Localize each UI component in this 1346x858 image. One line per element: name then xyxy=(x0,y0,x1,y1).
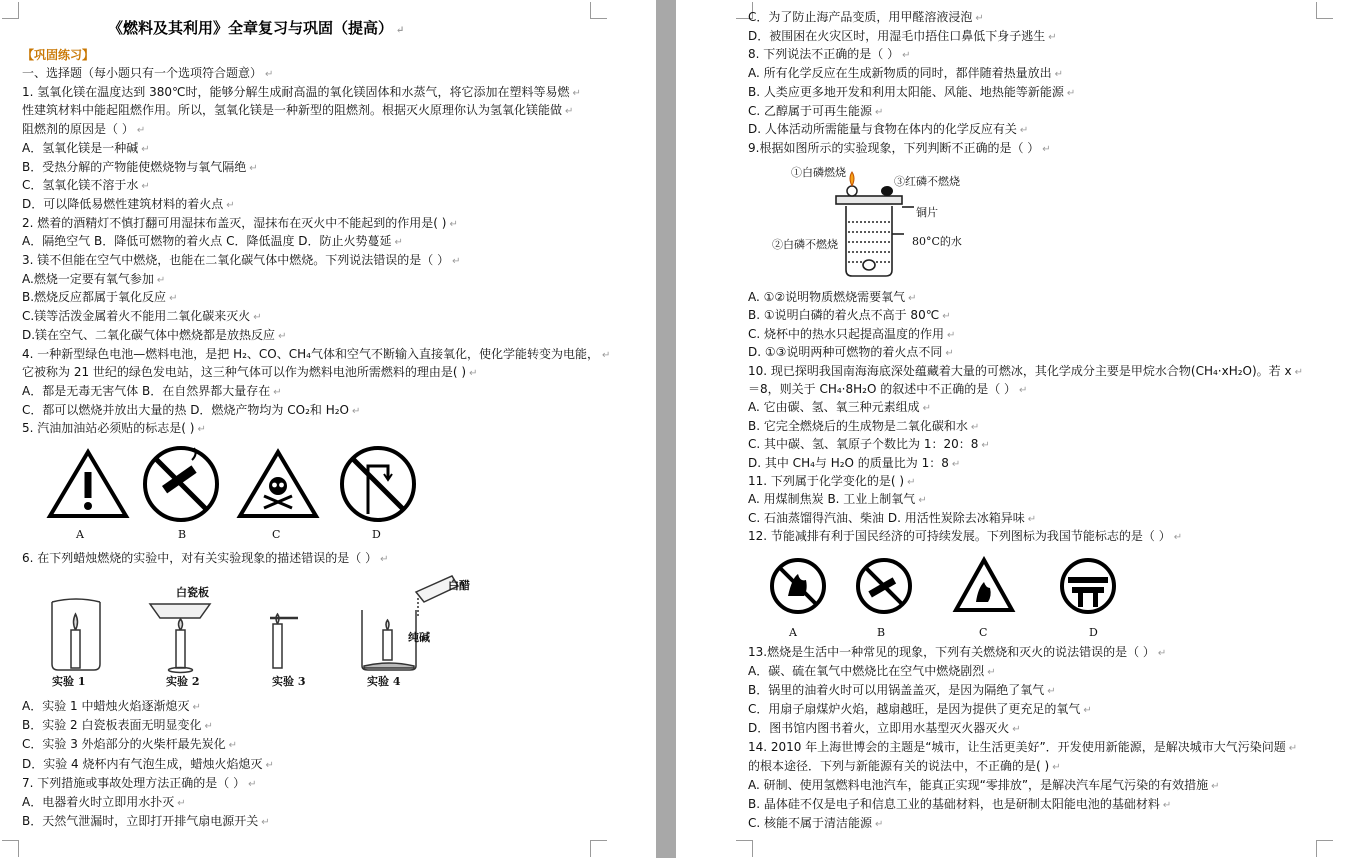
text-line-content: A.燃烧一定要有氧气参加 xyxy=(22,271,154,286)
text-line xyxy=(22,178,150,194)
text-line xyxy=(748,683,1056,699)
paragraph-mark-icon: ↵ xyxy=(1288,743,1298,754)
text-line-content: D．可以降低易燃性建筑材料的着火点 xyxy=(22,196,224,211)
section-heading: 【巩固练习】 xyxy=(22,48,95,62)
paragraph-mark-icon: ↵ xyxy=(449,218,458,230)
paragraph-mark-icon: ↵ xyxy=(1048,31,1057,43)
text-line xyxy=(22,122,145,138)
experiment-1-icon xyxy=(52,599,100,670)
paragraph-mark-icon: ↵ xyxy=(1052,762,1061,773)
text-line xyxy=(22,234,403,250)
q6-stem: 6. 在下列蜡烛燃烧的实验中，对有关实验现象的描述错误的是（ ） ↵ xyxy=(22,551,389,565)
no-fueling-sign-icon xyxy=(342,448,414,520)
text-line xyxy=(748,345,954,361)
corner-mark xyxy=(2,840,19,857)
q9-label-white-burn: ①白磷燃烧 xyxy=(791,166,846,179)
q6-label-chunjian: 纯碱 xyxy=(408,631,430,644)
text-line xyxy=(22,421,206,437)
paragraph-mark-icon: ↵ xyxy=(1211,781,1220,792)
paragraph-mark-icon: ↵ xyxy=(1157,648,1167,659)
corner-mark xyxy=(1316,840,1333,857)
flame-icon xyxy=(850,172,854,186)
q5-label-a: A xyxy=(76,528,84,541)
energy-saving-sign-icon xyxy=(1062,560,1114,612)
q9-label-red-noburn: ③红磷不燃烧 xyxy=(894,175,960,188)
text-line xyxy=(748,364,1303,380)
paragraph-mark-icon: ↵ xyxy=(975,13,984,24)
document-page-right xyxy=(676,0,1346,858)
corner-mark xyxy=(736,840,753,857)
paragraph-mark-icon: ↵ xyxy=(192,702,201,713)
q6-label-baici: 白瓷板 xyxy=(176,586,209,599)
text-line xyxy=(22,328,286,344)
paragraph-mark-icon: ↵ xyxy=(981,440,990,452)
text-line-content: C．为了防止海产品变质，用甲醛溶液浸泡 xyxy=(748,10,973,24)
text-line xyxy=(748,740,1297,756)
paragraph-mark-icon: ↵ xyxy=(907,477,916,488)
paragraph-mark-icon: ↵ xyxy=(945,348,954,360)
text-line xyxy=(22,795,186,811)
text-line xyxy=(22,66,273,82)
text-line-content: C. 烧杯中的热水只起提高温度的作用 xyxy=(748,326,945,341)
experiment-2-icon xyxy=(150,604,210,673)
paragraph-mark-icon: ↵ xyxy=(278,330,287,342)
text-line-content: A．都是无毒无害气体 B．在自然界都大量存在 xyxy=(22,383,271,398)
text-line-content: B. 晶体硅不仅是电子和信息工业的基础材料，也是研制太阳能电池的基础材料 xyxy=(748,797,1160,811)
text-line xyxy=(22,272,165,288)
paragraph-mark-icon: ↵ xyxy=(1173,532,1183,544)
text-line-content: C．都可以燃烧并放出大量的热 D．燃烧产物均为 CO₂和 H₂O xyxy=(22,402,349,417)
paragraph-mark-icon: ↵ xyxy=(169,293,178,305)
text-line xyxy=(748,419,979,435)
text-line xyxy=(748,85,1075,101)
text-line xyxy=(748,66,1063,82)
paragraph-mark-icon: ↵ xyxy=(875,819,884,830)
paragraph-mark-icon: ↵ xyxy=(951,458,961,470)
text-line-content: 3. 镁不但能在空气中燃烧，也能在二氧化碳气体中燃烧。下列说法错误的是（ ） xyxy=(22,253,450,267)
text-line xyxy=(22,290,177,306)
q6-label-exp4: 实验 4 xyxy=(367,675,401,688)
text-line xyxy=(22,718,213,734)
paragraph-mark-icon: ↵ xyxy=(1083,705,1092,716)
text-line-content: A. 研制、使用氢燃料电池汽车，能真正实现“零排放”，是解决汽车尾气污染的有效措施 xyxy=(748,778,1209,792)
paragraph-mark-icon: ↵ xyxy=(942,311,951,323)
q5-label-b: B xyxy=(178,528,187,541)
paragraph-mark-icon: ↵ xyxy=(177,798,186,809)
text-line-content: A．隔绝空气 B．降低可燃物的着火点 C．降低温度 D．防止火势蔓延 xyxy=(22,234,392,249)
paragraph-mark-icon: ↵ xyxy=(351,405,361,417)
page-gap xyxy=(656,0,676,858)
q12-label-a: A xyxy=(789,626,797,639)
paragraph-mark-icon: ↵ xyxy=(197,424,206,436)
paragraph-mark-icon: ↵ xyxy=(1012,724,1021,735)
paragraph-mark-icon: ↵ xyxy=(1066,87,1076,99)
text-line xyxy=(22,141,150,157)
text-line xyxy=(748,382,1027,398)
text-line xyxy=(22,309,262,325)
text-line xyxy=(748,797,1171,813)
paragraph-mark-icon: ↵ xyxy=(249,162,258,174)
text-line-content: 9.根据如图所示的实验现象，下列判断不正确的是（ ） xyxy=(748,140,1040,155)
paragraph-mark-icon: ↵ xyxy=(1162,800,1172,811)
text-line xyxy=(22,699,201,715)
text-line-content: D. 其中 CH₄与 H₂O 的质量比为 1：8 xyxy=(748,455,949,470)
corner-mark xyxy=(2,2,19,19)
paragraph-mark-icon: ↵ xyxy=(875,106,884,118)
text-line-content: A. ①②说明物质燃烧需要氧气 xyxy=(748,290,906,304)
text-line xyxy=(22,737,237,753)
text-line-content: B．受热分解的产物能使燃烧物与氧气隔绝 xyxy=(22,159,247,174)
text-line xyxy=(748,645,1166,661)
text-line-content: A．实验 1 中蜡烛火焰逐渐熄灭 xyxy=(22,699,190,713)
text-line xyxy=(748,104,883,120)
text-line-content: B. 人类应更多地开发和利用太阳能、风能、地热能等新能源 xyxy=(748,84,1064,99)
q9-label-water: 80°C的水 xyxy=(912,235,962,248)
text-line-content: A. 用煤制焦炭 B. 工业上制氧气 xyxy=(748,492,916,507)
text-line-content: D．实验 4 烧杯内有气泡生成，蜡烛火焰熄灭 xyxy=(22,756,263,771)
paragraph-mark-icon: ↵ xyxy=(908,293,917,304)
text-line-content: 13.燃烧是生活中一种常见的现象，下列有关燃烧和灭火的说法错误的是（ ） xyxy=(748,645,1155,659)
text-line xyxy=(748,141,1051,157)
text-line-content: C. 乙醇属于可再生能源 xyxy=(748,103,873,118)
paragraph-mark-icon: ↵ xyxy=(253,312,262,324)
red-phosphorus-icon xyxy=(881,186,893,196)
corner-mark xyxy=(590,2,607,19)
paragraph-mark-icon: ↵ xyxy=(1054,69,1064,81)
q5-label-d: D xyxy=(372,528,381,541)
text-line-content: 12. 节能减排有利于国民经济的可持续发展。下列图标为我国节能标志的是（ ） xyxy=(748,529,1171,544)
text-line xyxy=(748,778,1219,794)
text-line xyxy=(748,122,1028,138)
q12-signs-figure xyxy=(766,556,1146,618)
text-line xyxy=(748,308,951,324)
paragraph-mark-icon: ↵ xyxy=(273,386,282,398)
text-line-content: D. ①③说明两种可燃物的着火点不同 xyxy=(748,345,943,360)
paragraph-mark-icon: ↵ xyxy=(572,87,581,99)
paragraph-mark-icon: ↵ xyxy=(1042,143,1051,155)
text-line-content: C. 其中碳、氢、氧原子个数比为 1：20：8 xyxy=(748,437,979,452)
text-line-content: 8. 下列说法不正确的是（ ） xyxy=(748,47,900,62)
text-line xyxy=(22,253,460,269)
text-line-content: 性建筑材料中能起阻燃作用。所以，氢氧化镁是一种新型的阻燃剂。根据灭火原理你认为氢氧化镁能做 xyxy=(22,103,563,118)
text-line xyxy=(748,400,931,416)
paragraph-mark-icon: ↵ xyxy=(1019,125,1029,137)
warning-sign-icon xyxy=(50,452,126,516)
paragraph-mark-icon: ↵ xyxy=(970,421,980,433)
document-title: 《燃料及其利用》全章复习与巩固（提高） ↵ xyxy=(108,19,405,37)
text-line-content: 11. 下列属于化学变化的是( ) xyxy=(748,474,905,488)
text-line xyxy=(748,47,910,63)
paragraph-mark-icon: ↵ xyxy=(136,125,146,137)
paragraph-mark-icon: ↵ xyxy=(452,256,461,267)
q9-label-copper: 铜片 xyxy=(916,206,938,219)
text-line xyxy=(748,511,1036,527)
paragraph-mark-icon: ↵ xyxy=(265,759,274,771)
text-line xyxy=(748,290,917,306)
text-line xyxy=(748,759,1061,775)
paragraph-mark-icon: ↵ xyxy=(922,403,932,415)
white-phosphorus-icon xyxy=(847,186,857,196)
q6-label-exp3: 实验 3 xyxy=(272,675,306,688)
text-line xyxy=(748,664,996,680)
no-burning-sign-icon xyxy=(772,560,824,612)
paragraph-mark-icon: ↵ xyxy=(1294,366,1303,378)
text-line xyxy=(748,456,960,472)
q6-label-exp2: 实验 2 xyxy=(166,675,200,688)
text-line xyxy=(22,403,360,419)
text-line-content: 阻燃剂的原因是（ ） xyxy=(22,122,134,137)
paragraph-mark-icon: ↵ xyxy=(248,778,257,790)
text-line xyxy=(22,197,235,213)
text-line-content: A．电器着火时立即用水扑灭 xyxy=(22,795,175,809)
text-line xyxy=(22,103,573,119)
text-line xyxy=(22,347,610,363)
text-line-content: 2. 燃着的酒精灯不慎打翻可用湿抹布盖灭，湿抹布在灭火中不能起到的作用是( ) xyxy=(22,215,447,230)
no-smoking-sign-icon xyxy=(858,560,910,612)
text-line-content: 的根本途径．下列与新能源有关的说法中，不正确的是( ) xyxy=(748,759,1050,773)
document-page-left xyxy=(0,0,656,858)
q9-label-white-noburn: ②白磷不燃烧 xyxy=(772,238,838,251)
text-line xyxy=(748,10,984,26)
text-line xyxy=(748,529,1182,545)
paragraph-mark-icon: ↵ xyxy=(394,237,403,249)
text-line-content: 1. 氢氧化镁在温度达到 380℃时，能够分解生成耐高温的氧化镁固体和水蒸气，将它添加在塑料等易燃 xyxy=(22,84,570,99)
text-line-content: 7. 下列措施或事故处理方法正确的是（ ） xyxy=(22,775,246,790)
text-line xyxy=(748,721,1021,737)
corner-mark xyxy=(1316,2,1333,19)
text-line-content: D.镁在空气、二氧化碳气体中燃烧都是放热反应 xyxy=(22,327,276,342)
text-line-content: B．天然气泄漏时，立即打开排气扇电源开关 xyxy=(22,814,259,829)
paragraph-mark-icon: ↵ xyxy=(918,495,927,507)
text-line xyxy=(22,365,477,381)
text-line-content: D．图书馆内图书着火，立即用水基型灭火器灭火 xyxy=(748,721,1010,735)
text-line xyxy=(22,384,282,400)
paragraph-mark-icon: ↵ xyxy=(1027,513,1037,525)
text-line xyxy=(22,814,270,830)
paragraph-mark-icon: ↵ xyxy=(469,368,478,380)
paragraph-mark-icon: ↵ xyxy=(565,106,574,118)
text-line xyxy=(748,29,1057,45)
text-line-content: B．实验 2 白瓷板表面无明显变化 xyxy=(22,718,202,733)
text-line-content: C. 核能不属于清洁能源 xyxy=(748,816,873,830)
paragraph-mark-icon: ↵ xyxy=(265,69,274,80)
text-line-content: A. 所有化学反应在生成新物质的同时，都伴随着热量放出 xyxy=(748,66,1052,81)
paragraph-mark-icon: ↵ xyxy=(228,740,238,752)
text-line-content: B. 它完全燃烧后的生成物是二氧化碳和水 xyxy=(748,418,968,433)
text-line-content: 它被称为 21 世纪的绿色发电站，这三种气体可以作为燃料电池所需燃料的理由是( ) xyxy=(22,365,467,380)
text-line xyxy=(22,85,581,101)
text-line-content: A．氢氧化镁是一种碱 xyxy=(22,140,139,155)
text-line-content: 14. 2010 年上海世博会的主题是“城市，让生活更美好”．开发使用新能源，是解决城市大气污染问题 xyxy=(748,740,1286,754)
paragraph-mark-icon: ↵ xyxy=(947,329,956,341)
paragraph-mark-icon: ↵ xyxy=(902,50,911,62)
text-line xyxy=(748,702,1092,718)
text-line xyxy=(22,216,458,232)
text-line xyxy=(22,757,274,773)
q12-label-d: D xyxy=(1089,626,1098,639)
text-line-content: B. ①说明白磷的着火点不高于 80℃ xyxy=(748,308,940,323)
text-line-content: C．用扇子扇煤炉火焰，越扇越旺，是因为提供了更充足的氧气 xyxy=(748,702,1081,716)
text-line-content: B.燃烧反应都属于氧化反应 xyxy=(22,290,167,305)
experiment-3-icon xyxy=(270,614,298,668)
q6-label-exp1: 实验 1 xyxy=(52,675,86,688)
text-line-content: C．氢氧化镁不溶于水 xyxy=(22,178,139,193)
text-line xyxy=(22,776,256,792)
text-line-content: D. 人体活动所需能量与食物在体内的化学反应有关 xyxy=(748,122,1017,137)
text-line-content: B．锅里的油着火时可以用锅盖盖灭，是因为隔绝了氧气 xyxy=(748,683,1045,697)
text-line-content: C．实验 3 外焰部分的火柴杆最先炭化 xyxy=(22,737,226,752)
text-line-content: 5. 汽油加油站必须贴的标志是( ) xyxy=(22,421,195,436)
corner-mark xyxy=(590,840,607,857)
paragraph-mark-icon: ↵ xyxy=(156,274,166,286)
text-line-content: ＝8，则关于 CH₄·8H₂O 的叙述中不正确的是（ ） xyxy=(748,382,1017,396)
text-line xyxy=(748,437,990,453)
q5-label-c: C xyxy=(272,528,281,541)
flammable-sign-icon xyxy=(956,560,1012,610)
text-line xyxy=(748,327,955,343)
paragraph-mark-icon: ↵ xyxy=(226,199,235,211)
toxic-sign-icon xyxy=(240,452,316,516)
text-line-content: A. 它由碳、氢、氧三种元素组成 xyxy=(748,400,920,415)
paragraph-mark-icon: ↵ xyxy=(141,143,150,155)
text-line xyxy=(748,474,915,490)
text-line-content: C. 石油蒸馏得汽油、柴油 D. 用活性炭除去冰箱异味 xyxy=(748,510,1025,525)
experiment-4-icon xyxy=(362,576,458,670)
text-line xyxy=(748,492,927,508)
text-line-content: D．被围困在火灾区时，用湿毛巾捂住口鼻低下身子逃生 xyxy=(748,28,1046,43)
paragraph-mark-icon: ↵ xyxy=(601,349,611,361)
text-line-content: 一、选择题（每小题只有一个选项符合题意） xyxy=(22,66,263,80)
paragraph-mark-icon: ↵ xyxy=(141,181,150,193)
text-line-content: 4. 一种新型绿色电池—燃料电池，是把 H₂、CO、CH₄气体和空气不断输入直接氧化，使化学能转变为电能， xyxy=(22,346,599,361)
no-smoking-sign-icon xyxy=(145,448,217,520)
paragraph-mark-icon: ↵ xyxy=(1019,385,1028,396)
paragraph-mark-icon: ↵ xyxy=(261,817,270,829)
q12-label-b: B xyxy=(877,626,886,639)
text-line xyxy=(22,160,258,176)
q6-label-baicu: 白醋 xyxy=(448,579,470,592)
q12-label-c: C xyxy=(979,626,988,639)
paragraph-mark-icon: ↵ xyxy=(204,721,213,733)
text-line-content: A．碳、硫在氧气中燃烧比在空气中燃烧剧烈 xyxy=(748,664,985,678)
paragraph-mark-icon: ↵ xyxy=(987,667,996,678)
text-line xyxy=(748,816,883,832)
text-line-content: 10. 现已探明我国南海海底深处蕴藏着大量的可燃冰，其化学成分主要是甲烷水合物(CH₄·xH₂O)。若 x xyxy=(748,363,1292,378)
text-line-content: C.镁等活泼金属着火不能用二氧化碳来灭火 xyxy=(22,309,251,324)
paragraph-mark-icon: ↵ xyxy=(1047,686,1056,697)
